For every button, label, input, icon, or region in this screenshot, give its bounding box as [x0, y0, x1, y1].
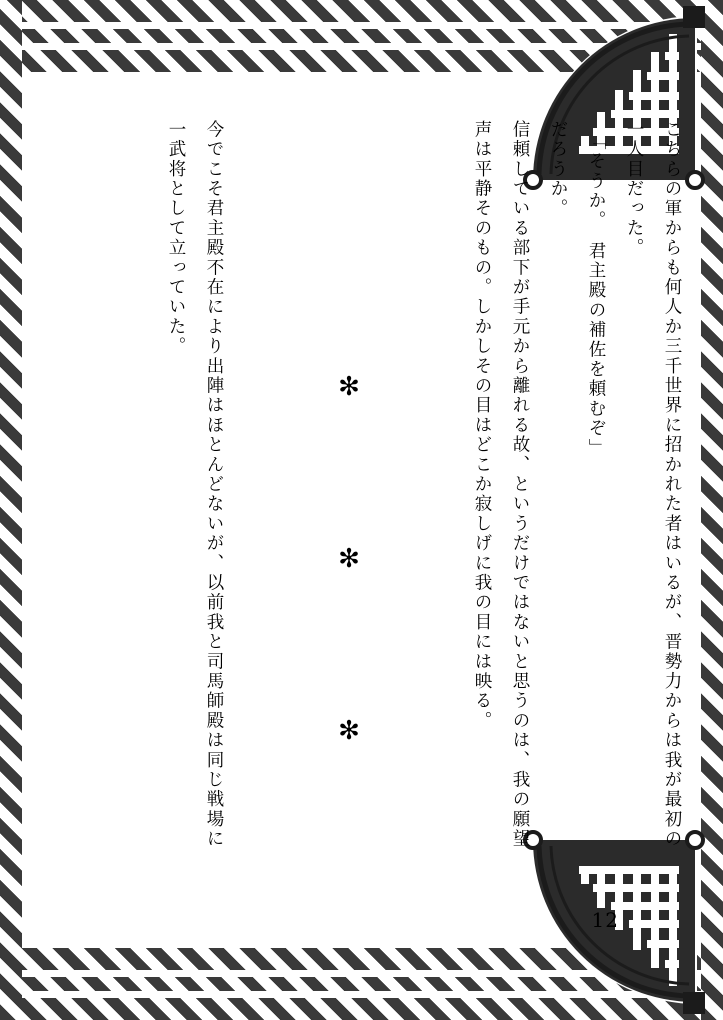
text-column-1: こちらの軍からも何人か三千世界に招かれた者はいるが、晋勢力からは我が最初の [662, 120, 682, 849]
text-column-6: 声は平静そのもの。しかしその目はどこか寂しげに我の目には映る。 [472, 120, 492, 731]
text-column-4: だろうか。 [548, 120, 568, 219]
text-column-5: 信頼している部下が手元から離れる故、というだけではないと思うのは、我の願望 [510, 120, 530, 849]
section-separator: ✻ ✻ ✻ [334, 372, 364, 802]
page-number: 12 [591, 908, 619, 932]
text-column-7: 今でこそ君主殿不在により出陣はほとんどないが、以前我と司馬師殿は同じ戦場に [204, 120, 224, 849]
vertical-text-block [40, 92, 680, 892]
left-border-pattern [0, 0, 22, 1020]
text-column-3-dialogue: 「そうか。 君主殿の補佐を頼むぞ」 [586, 132, 606, 459]
text-column-2: 一人目だった。 [624, 120, 644, 258]
text-column-8: 一武将として立っていた。 [166, 120, 186, 357]
